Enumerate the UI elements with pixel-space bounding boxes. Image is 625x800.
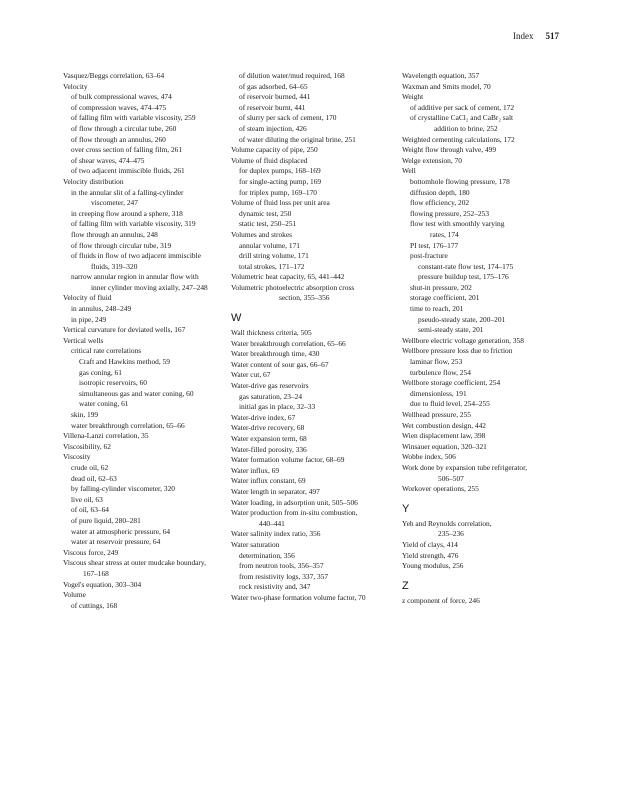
index-entry: addition to brine, 252 [434,123,498,133]
index-entry: pressure buildup test, 175–176 [418,272,509,282]
index-entry: of two adjacent immiscible fluids, 261 [71,166,185,176]
index-entry: initial gas in place, 32–33 [239,402,316,412]
index-entry: Workover operations, 255 [402,484,479,494]
index-column-1 [63,71,228,611]
index-entry: drill string volume, 171 [239,251,309,261]
index-entry: for duplex pumps, 168–169 [239,166,321,176]
index-entry: isotropic reservoirs, 60 [79,378,147,388]
index-entry: section, 355–356 [279,293,330,303]
index-entry: Water loading, in adsorption unit, 505–506 [231,497,358,507]
index-entry: Viscosity [63,452,91,462]
index-entry: of dilution water/mud required, 168 [239,71,345,80]
index-entry: Velocity [63,81,88,91]
index-entry: Water influx, 69 [231,465,280,475]
index-entry: of cuttings, 168 [71,600,118,610]
index-entry: Volumetric heat capacity, 65, 441–442 [231,272,345,282]
index-entry: laminar flow, 253 [410,357,463,367]
index-entry: of pure liquid, 280–281 [71,515,141,525]
index-entry: Vasquez/Beggs correlation, 63–64 [63,71,165,80]
index-entry: static test, 250–251 [239,219,297,229]
page-number: 517 [545,31,559,41]
index-entry: skin, 199 [71,410,99,419]
index-entry: gas saturation, 23–24 [239,391,303,401]
running-header [513,31,559,41]
index-entry: rates, 174 [430,229,459,239]
index-entry: viscometer, 247 [91,198,138,208]
index-entry: of gas adsorbed, 64–65 [239,81,308,91]
index-entry: Wellbore electric voltage generation, 358 [402,335,524,345]
index-entry: constant-rate flow test, 174–175 [418,261,514,271]
index-entry: Wellbore pressure loss due to friction [402,346,513,356]
index-entry: Vogel's equation, 303–304 [63,579,142,589]
index-entry: of steam injection, 426 [239,123,307,133]
index-entry: from resistivity logs, 337, 357 [239,571,329,581]
header-title: Index [513,31,534,41]
index-entry: Weighted cementing calculations, 172 [402,134,515,144]
index-entry: Villena-Lanzi correlation, 35 [63,431,149,441]
index-entry: Viscous force, 249 [63,547,119,557]
index-entry: Viscosibility, 62 [63,441,111,451]
index-entry: of falling film with variable viscosity, 259 [71,113,196,123]
index-entry: of compression waves, 474–475 [71,102,167,112]
section-letter-heading: Y [402,502,410,515]
index-entry: PI test, 176–177 [410,240,459,250]
index-entry: of reservoir burned, 441 [239,92,311,102]
index-entry: Viscous shear stress at outer mudcake boundary, [63,558,206,568]
index-entry: Water influx constant, 69 [231,476,306,486]
index-entry: rock resistivity and, 347 [239,582,311,592]
index-entry: in pipe, 249 [71,314,107,324]
index-entry: Yield strength, 476 [402,550,459,560]
index-entry: z component of force, 246 [402,595,480,605]
index-entry: Volume of fluid loss per unit area [231,198,330,208]
index-entry: Yield of clays, 414 [402,539,458,549]
index-entry: due to fluid level, 254–255 [410,399,490,409]
index-entry: of bulk compressional waves, 474 [71,92,172,102]
index-entry: Water expansion term, 68 [231,434,307,443]
index-entry: Vertical wells [63,335,104,345]
index-entry: of oil, 63–64 [71,505,109,515]
index-entry: turbulence flow, 254 [410,367,471,377]
index-entry: in the annular slit of a falling-cylinder [71,187,184,197]
index-entry: Volume capacity of pipe, 250 [231,145,318,155]
index-entry: Wet combustion design, 442 [402,420,486,430]
index-entry: storage coefficient, 201 [410,293,480,303]
index-entry: of additive per sack of cement, 172 [410,102,515,112]
index-entry: critical rate correlations [71,346,142,356]
index-entry: Weight flow through valve, 499 [402,145,497,155]
index-entry: Water content of sour gas, 66–67 [231,359,329,369]
index-entry: Wobbe index, 506 [402,452,456,462]
index-entry: Water saturation [231,539,280,549]
index-entry: of slurry per sack of cement, 170 [239,113,337,123]
section-letter-heading: W [231,312,242,325]
index-entry: Volume of fluid displaced [231,155,308,165]
index-entry: for triplex pump, 169–170 [239,187,318,197]
index-entry: crude oil, 62 [71,462,109,472]
index-entry: water at reservoir pressure, 64 [71,537,161,547]
index-entry: Wavelength equation, 357 [402,71,480,80]
index-entry: flow efficiency, 202 [410,198,470,208]
index-entry: Volumetric photoelectric absorption cross [231,282,355,292]
index-column-2 [231,71,396,604]
index-entry: Water-drive recovery, 68 [231,423,305,433]
index-entry: pseudo-steady state, 200–201 [418,314,506,324]
index-entry: Water formation volume factor, 68–69 [231,455,345,465]
index-entry: 506–507 [438,473,464,483]
index-entry: for single-acting pump, 169 [239,176,322,186]
index-entry: Water length in separator, 497 [231,486,320,496]
index-entry: 440–441 [259,518,285,528]
index-entry: by falling-cylinder viscometer, 320 [71,484,175,494]
index-entry: Weight [402,92,424,102]
index-entry: Wien displacement law, 398 [402,431,486,441]
index-column-3 [402,71,567,606]
index-entry: annular volume, 171 [239,240,300,250]
index-entry: Water-drive index, 67 [231,412,296,422]
index-entry: determination, 356 [239,550,295,560]
index-entry: of flow through a circular tube, 260 [71,123,177,133]
index-entry: live oil, 63 [71,494,103,504]
index-entry: Wellbore storage coefficient, 254 [402,378,501,388]
section-letter-heading: Z [402,579,409,592]
index-entry: dynamic test, 250 [239,208,292,218]
index-entry: Velocity of fluid [63,293,112,303]
index-entry: Winsauer equation, 320–321 [402,441,487,451]
index-entry: Craft and Hawkins method, 59 [79,357,170,367]
index-entry: gas coning, 61 [79,367,122,377]
index-entry: Volume [63,590,86,600]
index-entry: of flow through an annulus, 260 [71,134,166,144]
index-entry: water at atmospheric pressure, 64 [71,526,171,536]
index-entry: flow through an annulus, 248 [71,229,158,239]
index-entry: total strokes, 171–172 [239,261,305,271]
index-entry: of water diluting the original brine, 251 [239,134,356,144]
index-entry: dimensionless, 191 [410,388,467,398]
index-entry: Water salinity index ratio, 356 [231,529,321,539]
index-entry: Water breakthrough time, 430 [231,349,320,359]
index-entry: 235–236 [438,529,464,539]
index-entry: water coning, 61 [79,399,129,409]
index-entry: Water-drive gas reservoirs [231,381,309,391]
index-entry: Water two-phase formation volume factor, 70 [231,592,366,602]
index-entry: Wellhead pressure, 255 [402,410,471,419]
index-entry: time to reach, 201 [410,304,464,314]
index-entry: 167–168 [83,568,109,578]
index-entry: of reservoir burnt, 441 [239,102,306,112]
index-entry: flow test with smoothly varying [410,219,505,229]
index-entry: Water breakthrough correlation, 65–66 [231,338,346,348]
index-entry: in annulus, 248–249 [71,304,132,314]
index-entry: inner cylinder moving axially, 247–248 [91,282,208,292]
index-entry: water breakthrough correlation, 65–66 [71,420,185,430]
index-entry: diffusion depth, 180 [410,187,470,197]
index-entry: from neutron tools, 356–357 [239,561,324,571]
index-entry: Water production from in-situ combustion, [231,508,358,518]
index-entry: of falling film with variable viscosity, 319 [71,219,196,229]
index-entry: Welge extension, 70 [402,155,462,165]
index-entry: simultaneous gas and water coning, 60 [79,388,194,398]
index-entry: Well [402,166,416,176]
index-entry: bottomhole flowing pressure, 178 [410,176,510,186]
index-entry: Water cut, 67 [231,370,271,380]
index-entry: in creeping flow around a sphere, 318 [71,208,183,218]
index-entry: of shear waves, 474–475 [71,155,145,165]
index-entry: Vertical curvature for deviated wells, 167 [63,325,186,335]
index-entry: of fluids in flow of two adjacent immiscible [71,251,201,261]
index-entry: Waxman and Smits model, 70 [402,81,491,91]
index-entry: of crystalline CaCl₂ and CaBr₂ salt [410,113,514,123]
index-entry: of flow through circular tube, 319 [71,240,172,250]
index-entry: Water-filled porosity, 336 [231,444,307,454]
index-entry: dead oil, 62–63 [71,473,117,483]
index-entry: semi-steady state, 201 [418,325,484,335]
index-entry: fluids, 319–320 [91,261,138,271]
index-entry: Velocity distribution [63,176,124,186]
index-entry: Young modulus, 256 [402,561,464,571]
index-entry: Volumes and strokes [231,229,293,239]
index-entry: Yeh and Reynolds correlation, [402,518,492,528]
index-entry: Wall thickness criteria, 505 [231,328,312,338]
index-entry: post-fracture [410,251,448,261]
index-entry: flowing pressure, 252–253 [410,208,490,218]
index-entry: narrow annular region in annular flow with [71,272,199,282]
index-entry: over cross section of falling film, 261 [71,145,183,155]
index-entry: Work done by expansion tube refrigerator, [402,462,528,472]
index-entry: shut-in pressure, 202 [410,282,472,292]
